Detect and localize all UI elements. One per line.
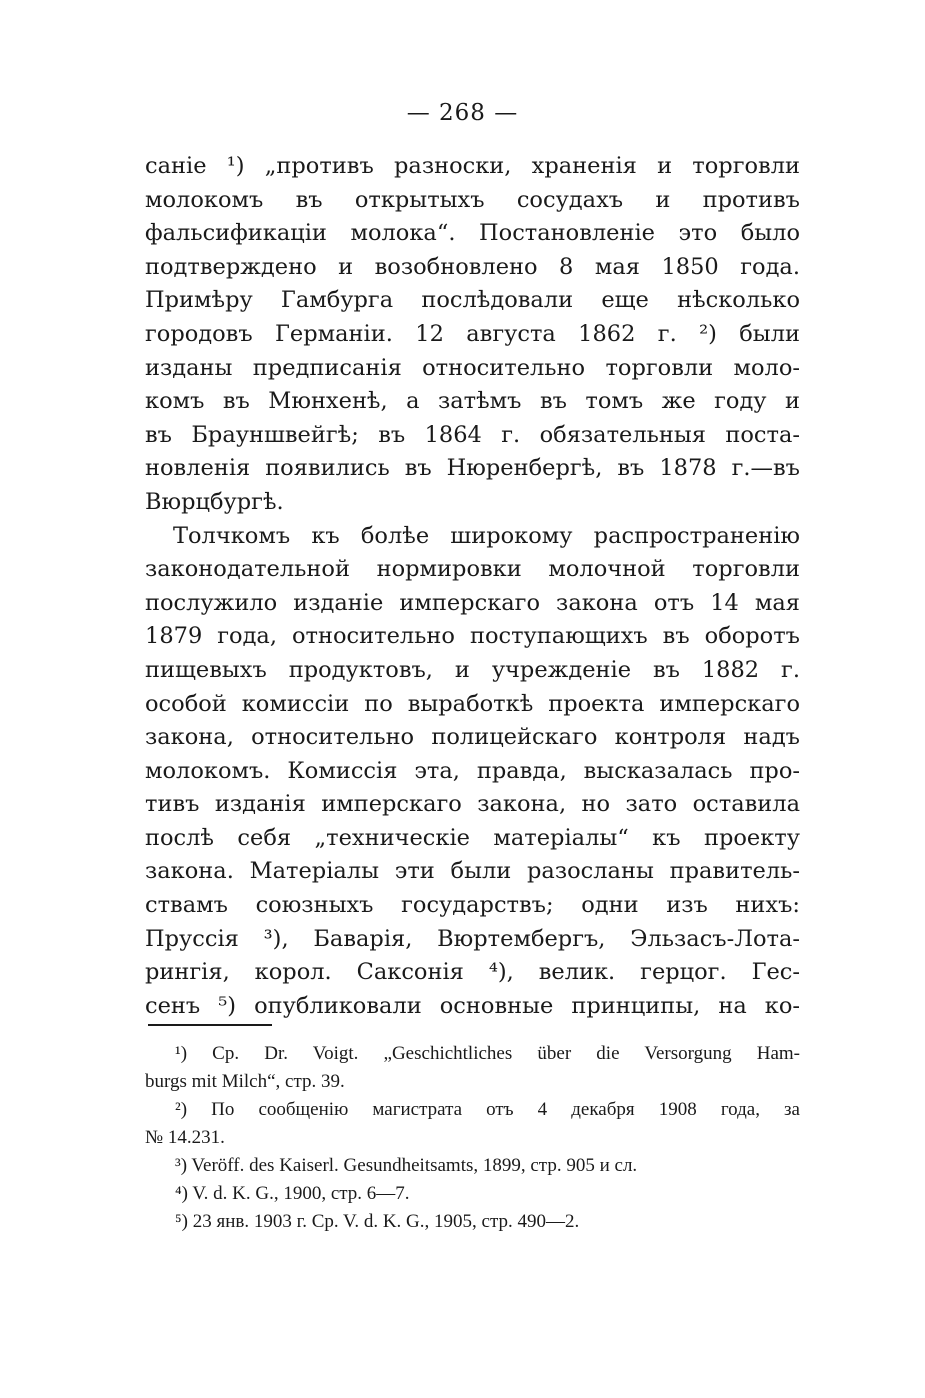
text-line: саніе ¹) „противъ разноски, храненія и торговли <box>145 153 800 179</box>
footnote-5 <box>145 1208 800 1236</box>
footnote-line: ²) По сообщенію магистрата отъ 4 декабря 1908 года, за <box>175 1099 800 1120</box>
text-line: сенъ ⁵) опубликовали основные принципы, на ко- <box>145 992 800 1019</box>
body-text <box>145 150 800 1023</box>
footnote-line: ⁴) V. d. K. G., 1900, стр. 6—7. <box>175 1183 410 1204</box>
text-line: закона. Матеріалы эти были разосланы правитель- <box>145 858 800 885</box>
text-line: молокомъ въ открытыхъ сосудахъ и противъ <box>145 186 800 213</box>
text-line: Пруссія ³), Баварія, Вюртембергъ, Эльзасъ-Лота- <box>145 925 800 952</box>
text-line: особой комиссіи по выработкѣ проекта имперскаго <box>145 690 800 717</box>
footnote-line: ³) Veröff. des Kaiserl. Gesundheitsamts, 1899, стр. 905 и сл. <box>175 1155 638 1176</box>
footnote-line: burgs mit Milch“, стр. 39. <box>145 1071 345 1092</box>
text-line: фальсификаціи молока“. Постановленіе это было <box>145 220 800 247</box>
footnote-4 <box>145 1180 800 1208</box>
footnote-line: № 14.231. <box>145 1127 225 1148</box>
text-line: послѣ себя „техническіе матеріалы“ къ проекту <box>145 824 800 851</box>
footnote-2 <box>145 1096 800 1152</box>
paragraph-2 <box>145 520 800 1024</box>
text-line: изданы предписанія относительно торговли моло- <box>145 354 800 381</box>
text-line: рингія, корол. Саксонія ⁴), велик. герцог. Гес- <box>145 959 800 986</box>
text-line: 1879 года, относительно поступающихъ въ оборотъ <box>145 623 800 650</box>
text-line: пищевыхъ продуктовъ, и учрежденіе въ 1882 г. <box>145 656 800 683</box>
text-line: Примѣру Гамбурга послѣдовали еще нѣсколько <box>145 287 800 314</box>
paragraph-1 <box>145 150 800 520</box>
footnote-line: ⁵) 23 янв. 1903 г. Cp. V. d. K. G., 1905, стр. 490—2. <box>175 1211 580 1232</box>
text-line: Толчкомъ къ болѣе широкому распространенію <box>173 522 800 549</box>
footnote-3 <box>145 1152 800 1180</box>
text-line: молокомъ. Комиссія эта, правда, высказалась про- <box>145 757 800 784</box>
page-number: — 268 — <box>406 100 519 126</box>
text-line: тивъ изданія имперскаго закона, но зато оставила <box>145 791 800 818</box>
text-line: городовъ Германіи. 12 августа 1862 г. ²) были <box>145 320 800 347</box>
text-line: закона, относительно полицейскаго контроля надъ <box>145 724 800 751</box>
footnote-1 <box>145 1040 800 1096</box>
text-line: законодательной нормировки молочной торговли <box>145 556 800 583</box>
text-line: подтверждено и возобновлено 8 мая 1850 года. <box>145 253 800 280</box>
text-line: новленія появились въ Нюренбергѣ, въ 1878 г.—въ <box>145 455 800 482</box>
text-line: Вюрцбургѣ. <box>145 488 284 515</box>
text-line: послужило изданіе имперскаго закона отъ 14 мая <box>145 589 800 616</box>
text-line: въ Брауншвейгѣ; въ 1864 г. обязательныя поста- <box>145 421 800 448</box>
footnote-line: ¹) Cp. Dr. Voigt. „Geschichtliches über die Versorgung Ham- <box>175 1043 800 1064</box>
footnote-divider <box>148 1024 272 1026</box>
text-line: ствамъ союзныхъ государствъ; одни изъ нихъ: <box>145 892 800 919</box>
footnotes <box>145 1040 800 1236</box>
text-line: комъ въ Мюнхенѣ, а затѣмъ въ томъ же году и <box>145 388 800 415</box>
